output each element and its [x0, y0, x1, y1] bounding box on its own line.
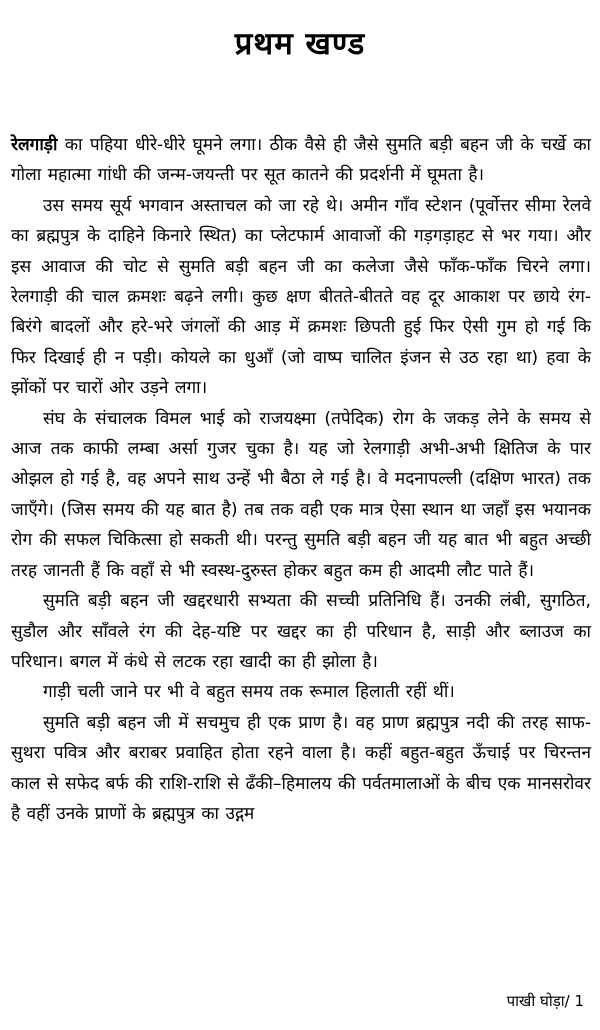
body-text	[11, 130, 591, 829]
page-footer: पाखी घोड़ा/ 1	[506, 992, 584, 1010]
paragraph-1-text: का पहिया धीरे-धीरे घूमने लगा। ठीक वैसे ही जैसे सुमति बड़ी बहन जी के चर्खे का गोला महात्मा गांधी की जन्म-जयन्ती पर सूत कातने की प्रदर्शनी में घूमता है।	[11, 135, 591, 186]
paragraph-6: सुमति बड़ी बहन जी में सचमुच ही एक प्राण है। वह प्राण ब्रह्मपुत्र नदी की तरह साफ-सुथरा पवित्र और बराबर प्रवाहित होता रहने वाला है। कहीं बहुत-बहुत ऊँचाई पर चिरन्तन काल से सफेद बर्फ की राशि-राशि से ढँकी–हिमालय की पर्वतमालाओं के बीच एक मानसरोवर है वहीं उनके प्राणों के ब्रह्मपुत्र का उद्गम	[11, 712, 591, 824]
paragraph-2: उस समय सूर्य भगवान अस्ताचल को जा रहे थे। अमीन गाँव स्टेशन (पूर्वोत्तर सीमा रेलवे का ब्रह्मपुत्र के दाहिने किनारे स्थित) का प्लेटफार्म आवाजों की गड़गड़ाहट से भर गया। और इस आवाज की चोट से सुमति बड़ी बहन जी का कलेजा जैसे फाँक-फाँक चिरने लगा। रेलगाड़ी की चाल क्रमशः बढ़ने लगी। कुछ क्षण बीतते-बीतते वह दूर आकाश पर छाये रंग-बिरंगे बादलों और हरे-भरे जंगलों की आड़ में क्रमशः छिपती हुई फिर ऐसी गुम हो गई कि फिर दिखाई ही न पड़ी। कोयले का धुआँ (जो वाष्प चालित इंजन से उठ रहा था) हवा के झोंकों पर चारों ओर उड़ने लगा।	[11, 195, 591, 399]
paragraph-1	[11, 130, 591, 191]
paragraph-4: सुमति बड़ी बहन जी खद्दरधारी सभ्यता की सच्ची प्रतिनिधि हैं। उनकी लंबी, सुगठित, सुडौल और साँवले रंग की देह-यष्टि पर खद्दर का ही परिधान है, साड़ी और ब्लाउज का परिधान। बगल में कंधे से लटक रहा खादी का ही झोला है।	[11, 591, 591, 672]
paragraph-5: गाड़ी चली जाने पर भी वे बहुत समय तक रूमाल हिलाती रहीं थीं।	[43, 682, 455, 703]
paragraph-1-lead: रेलगाड़ी	[11, 135, 58, 155]
paragraph-3: संघ के संचालक विमल भाई को राजयक्ष्मा (तपेदिक) रोग के जकड़ लेने के समय से आज तक काफी लम्बा अर्सा गुजर चुका है। यह जो रेलगाड़ी अभी-अभी क्षितिज के पार ओझल हो गई है, वह अपने साथ उन्हें भी बैठा ले गई है। वे मदनापल्ली (दक्षिण भारत) तक जाएँगे। (जिस समय की यह बात है) तब तक वही एक मात्र ऐसा स्थान था जहाँ इस भयानक रोग की सफल चिकित्सा हो सकती थी। परन्तु सुमति बड़ी बहन जी यह बात भी बहुत अच्छी तरह जानती हैं कि वहाँ से भी स्वस्थ-दुरुस्त होकर बहुत कम ही आदमी लौट पाते हैं।	[11, 408, 591, 581]
chapter-title: प्रथम खण्ड	[234, 26, 366, 62]
